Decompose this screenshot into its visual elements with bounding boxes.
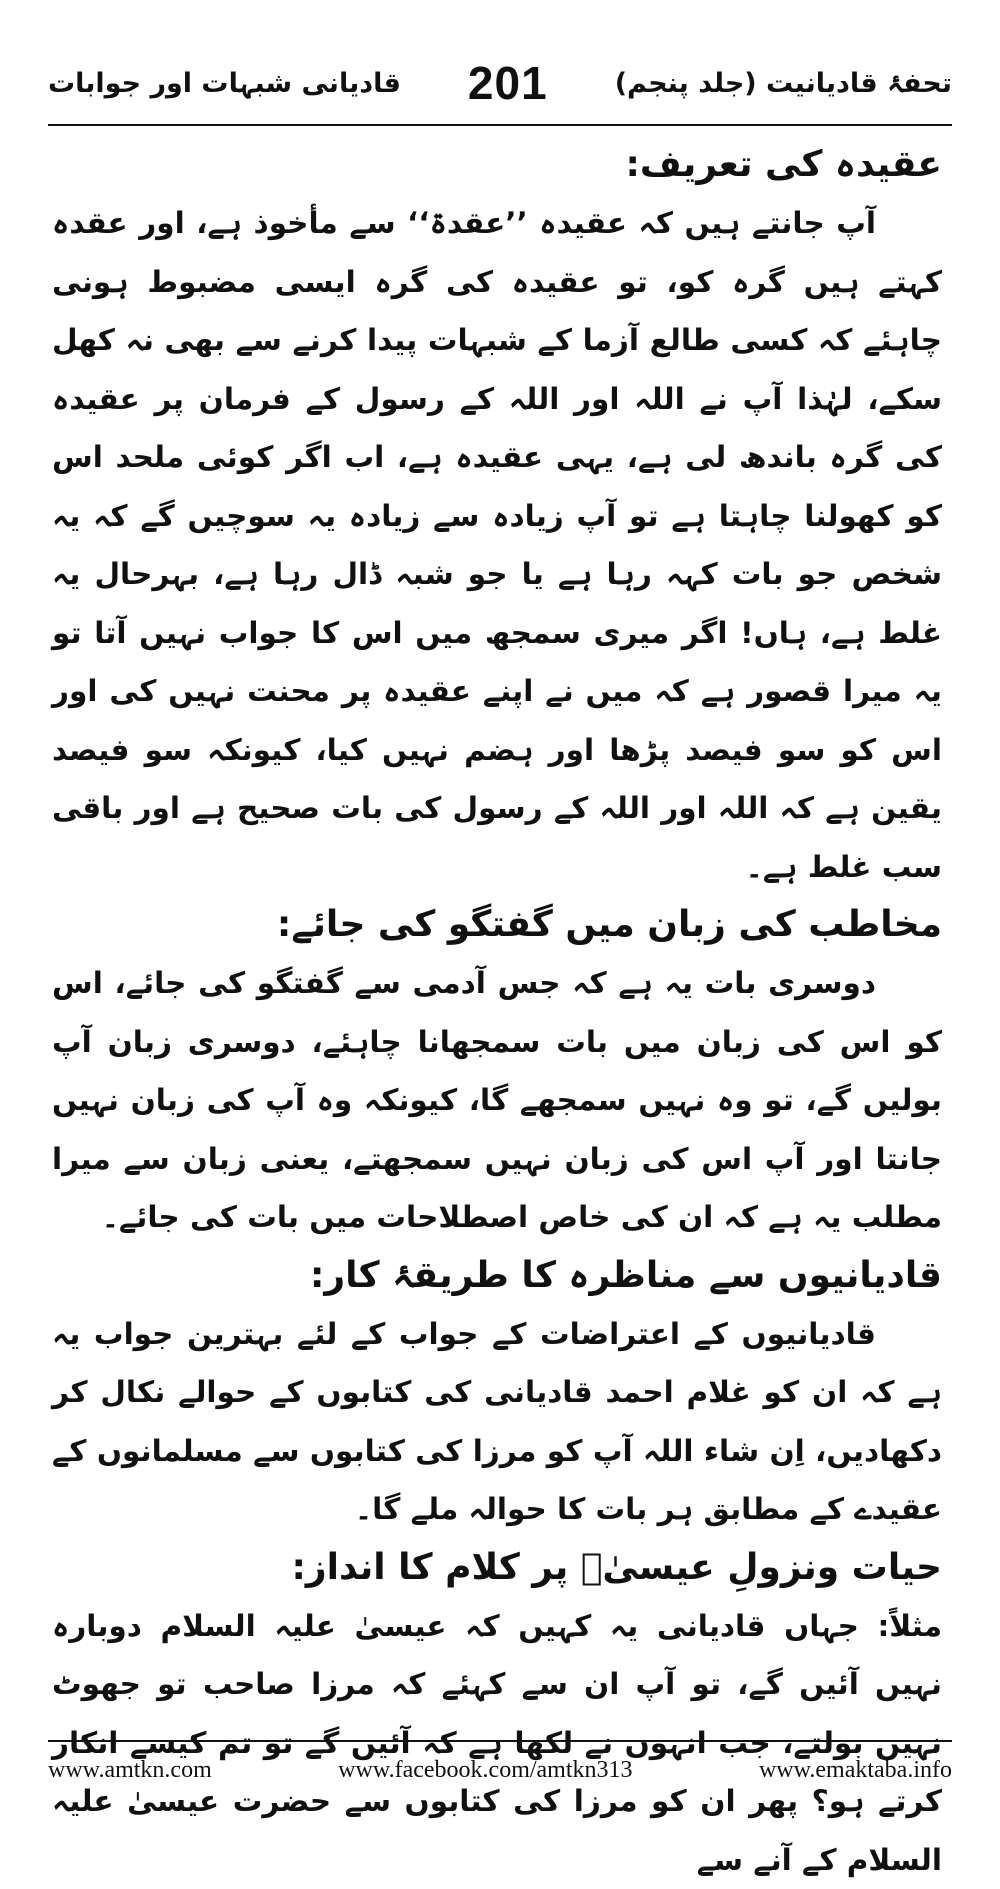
footer-divider [48, 1740, 952, 1742]
page-footer [48, 1752, 952, 1788]
heading-definition: عقیدہ کی تعریف: [52, 136, 942, 194]
page-number: 201 [468, 56, 548, 110]
header-divider [48, 124, 952, 126]
page-body [52, 136, 942, 1889]
page-header [48, 50, 952, 116]
paragraph-definition: آپ جانتے ہیں کہ عقیدہ ’’عقدۃ‘‘ سے مأخوذ ہے، اور عقدہ کہتے ہیں گرہ کو، تو عقیدہ کی گرہ ایسی مضبوط ہونی چاہئے کہ کسی طالع آزما کے شبہات پیدا کرنے سے بھی نہ کھل سکے، لہٰذا آپ نے اللہ اور اللہ کے رسول کے فرمان پر عقیدہ کی گرہ باندھ لی ہے، یہی عقیدہ ہے، اب اگر کوئی ملحد اس کو کھولنا چاہتا ہے تو آپ زیادہ سے زیادہ یہ سوچیں گے کہ یہ شخص جو بات کہہ رہا ہے یا جو شبہ ڈال رہا ہے، بہرحال یہ غلط ہے، ہاں! اگر میری سمجھ میں اس کا جواب نہیں آتا تو یہ میرا قصور ہے کہ میں نے اپنے عقیدہ پر محنت نہیں کی اور اس کو سو فیصد پڑھا اور ہضم نہیں کیا، کیونکہ سو فیصد یقین ہے کہ اللہ اور اللہ کے رسول کی بات صحیح ہے اور باقی سب غلط ہے۔ [52, 194, 942, 896]
section-title: قادیانی شبہات اور جوابات [48, 68, 401, 99]
book-title: تحفۂ قادیانیت (جلد پنجم) [615, 68, 952, 99]
paragraph-debate-method: قادیانیوں کے اعتراضات کے جواب کے لئے بہترین جواب یہ ہے کہ ان کو غلام احمد قادیانی کی کتابوں کے حوالے نکال کر دکھادیں، اِن شاء اللہ آپ کو مرزا کی کتابوں سے مسلمانوں کے عقیدے کے مطابق ہر بات کا حوالہ ملے گا۔ [52, 1305, 942, 1539]
footer-link-amtkn: www.amtkn.com [48, 1757, 212, 1784]
heading-debate-method: قادیانیوں سے مناظرہ کا طریقۂ کار: [52, 1247, 942, 1305]
heading-life-and-descent: حیات ونزولِ عیسیٰؑ پر کلام کا انداز: [52, 1539, 942, 1597]
paragraph-addressee-language: دوسری بات یہ ہے کہ جس آدمی سے گفتگو کی جائے، اس کو اس کی زبان میں بات سمجھانا چاہئے، دوسری زبان آپ بولیں گے، تو وہ نہیں سمجھے گا، کیونکہ وہ آپ کی زبان نہیں جانتا اور آپ اس کی زبان نہیں سمجھتے، یعنی زبان سے میرا مطلب یہ ہے کہ ان کی خاص اصطلاحات میں بات کی جائے۔ [52, 954, 942, 1247]
footer-link-facebook: www.facebook.com/amtkn313 [338, 1757, 632, 1784]
heading-addressee-language: مخاطب کی زبان میں گفتگو کی جائے: [52, 896, 942, 954]
paragraph-life-and-descent: مثلاً: جہاں قادیانی یہ کہیں کہ عیسیٰ علیہ السلام دوبارہ نہیں آئیں گے، تو آپ ان سے کہئے کہ مرزا صاحب تو جھوٹ نہیں بولتے، جب انہوں نے لکھا ہے کہ آئیں گے تو تم کیسے انکار کرتے ہو؟ پھر ان کو مرزا کی کتابوں سے حضرت عیسیٰ علیہ السلام کے آنے سے [52, 1597, 942, 1889]
footer-link-emaktaba: www.emaktaba.info [759, 1757, 952, 1784]
